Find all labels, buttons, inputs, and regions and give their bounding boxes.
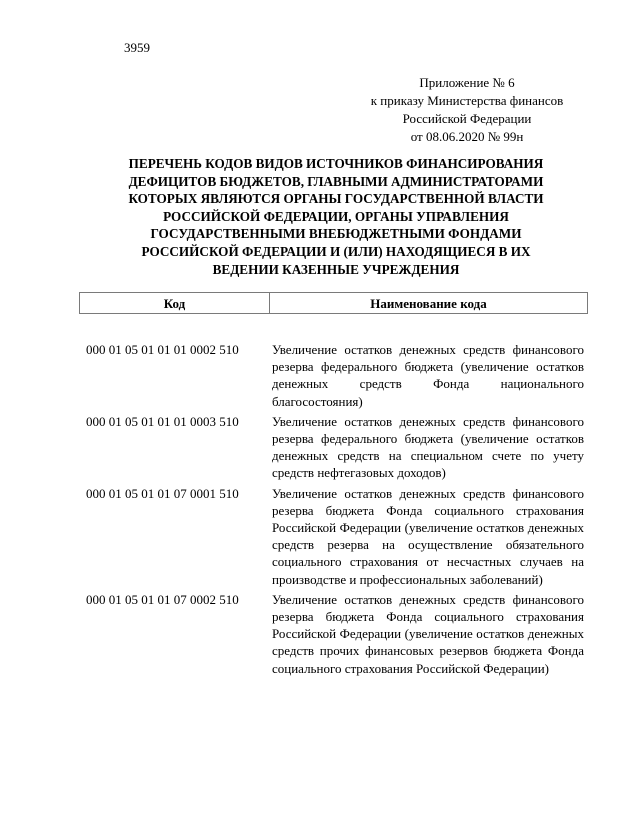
title-line: ПЕРЕЧЕНЬ КОДОВ ВИДОВ ИСТОЧНИКОВ ФИНАНСИРОВАНИЯ xyxy=(128,156,544,171)
document-title xyxy=(88,155,584,278)
table-header xyxy=(79,292,588,314)
appendix-line: от 08.06.2020 № 99н xyxy=(410,129,524,144)
page-number: 3959 xyxy=(124,40,150,55)
column-header-name: Наименование кода xyxy=(370,296,487,311)
table-row xyxy=(86,341,584,410)
table-body xyxy=(86,341,584,680)
title-line: РОССИЙСКОЙ ФЕДЕРАЦИИ, ОРГАНЫ УПРАВЛЕНИЯ xyxy=(163,208,509,224)
appendix-line: Приложение № 6 xyxy=(419,75,515,90)
table-row xyxy=(86,591,584,677)
title-line: РОССИЙСКОЙ ФЕДЕРАЦИИ И (ИЛИ) НАХОДЯЩИЕСЯ В ИХ xyxy=(141,243,531,259)
row-code: 000 01 05 01 01 07 0001 510 xyxy=(86,485,239,501)
row-code: 000 01 05 01 01 01 0003 510 xyxy=(86,413,239,429)
row-code: 000 01 05 01 01 07 0002 510 xyxy=(86,591,239,607)
title-line: ГОСУДАРСТВЕННЫМИ ВНЕБЮДЖЕТНЫМИ ФОНДАМИ xyxy=(150,226,522,242)
appendix-block xyxy=(340,74,594,146)
row-code: 000 01 05 01 01 01 0002 510 xyxy=(86,342,239,357)
table-row xyxy=(86,413,584,482)
column-header-code: Код xyxy=(80,293,270,313)
title-line: КОТОРЫХ ЯВЛЯЮТСЯ ОРГАНЫ ГОСУДАРСТВЕННОЙ ВЛАСТИ xyxy=(128,191,544,207)
title-line: ДЕФИЦИТОВ БЮДЖЕТОВ, ГЛАВНЫМИ АДМИНИСТРАТОРАМИ xyxy=(128,173,544,189)
appendix-line: к приказу Министерства финансов xyxy=(370,93,564,108)
row-name: Увеличение остатков денежных средств финансового резерва федерального бюджета (увеличение остатков денежных средств на специальном счете по учету средств нефтегазовых доходов) xyxy=(272,413,584,481)
appendix-line: Российской Федерации xyxy=(402,111,532,126)
row-name: Увеличение остатков денежных средств финансового резерва федерального бюджета (увеличение остатков денежных средств Фонда национального благосостояния) xyxy=(272,342,584,409)
row-name: Увеличение остатков денежных средств финансового резерва бюджета Фонда социального страхования Российской Федерации (увеличение остатков денежных средств прочих финансовых резервов бюджета Фонда социального страхования Российской Федерации) xyxy=(272,591,584,676)
title-line: ВЕДЕНИИ КАЗЕННЫЕ УЧРЕЖДЕНИЯ xyxy=(212,261,460,277)
row-name: Увеличение остатков денежных средств финансового резерва бюджета Фонда социального страхования Российской Федерации (увеличение остатков денежных средств резерва на осуществление обязательного социального страхования от несчастных случаев на производстве и профессиональных заболеваний) xyxy=(272,485,584,587)
table-row xyxy=(86,485,584,588)
